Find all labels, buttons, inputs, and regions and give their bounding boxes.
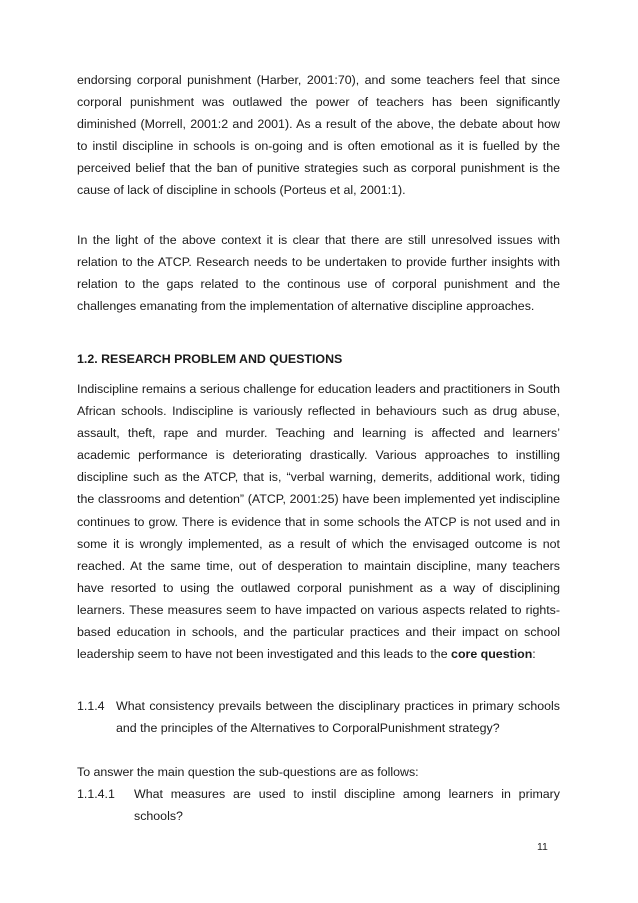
core-question-label: core question	[451, 647, 533, 662]
main-question-text: What consistency prevails between the disciplinary practices in primary schools and the principles of the Alternatives to CorporalPunishment strategy?	[116, 699, 560, 736]
page-number: 11	[537, 841, 548, 853]
main-question-number: 1.1.4	[77, 699, 105, 713]
main-question-item	[77, 695, 560, 739]
sub-question-item	[77, 783, 560, 827]
paragraph-3-end: :	[532, 647, 536, 662]
sub-question-text: What measures are used to instil discipline among learners in primary schools?	[134, 787, 560, 824]
paragraph-3	[77, 378, 560, 665]
paragraph-1: endorsing corporal punishment (Harber, 2001:70), and some teachers feel that since corporal punishment was outlawed the power of teachers has been significantly diminished (Morrell, 2001:2 and 2001). As a result of the above, the debate about how to instil discipline in schools is on-going and is often emotional as it is fuelled by the perceived belief that the ban of punitive strategies such as corporal punishment is the cause of lack of discipline in schools (Porteus et al, 2001:1).	[77, 73, 560, 198]
section-heading: 1.2. RESEARCH PROBLEM AND QUESTIONS	[77, 352, 343, 366]
sub-questions-intro: To answer the main question the sub-questions are as follows:	[77, 765, 419, 779]
paragraph-3-text: Indiscipline remains a serious challenge for education leaders and practitioners in South African schools. Indiscipline is variously reflected in behaviours such as drug abuse, assault, theft, rape and murder. Teaching and learning is affected and learners’ academic performance is deteriorating drastically. Various approaches to instilling discipline such as the ATCP, that is, “verbal warning, demerits, additional work, tiding the classrooms and detention” (ATCP, 2001:25) have been implemented yet indiscipline continues to grow. There is evidence that in some schools the ATCP is not used and in some it is wrongly implemented, as a result of which the envisaged outcome is not reached. At the same time, out of desperation to maintain discipline, many teachers have resorted to using the outlawed corporal punishment as a way of disciplining learners. These measures seem to have impacted on various aspects related to rights-based education in schools, and the particular practices and their impact on school leadership seem to have not been investigated and this leads to the	[77, 382, 560, 662]
sub-question-number: 1.1.4.1	[77, 787, 115, 801]
paragraph-2: In the light of the above context it is clear that there are still unresolved issues with relation to the ATCP. Research needs to be undertaken to provide further insights with relation to the gaps related to the continous use of corporal punishment and the challenges emanating from the implementation of alternative discipline approaches.	[77, 233, 560, 314]
